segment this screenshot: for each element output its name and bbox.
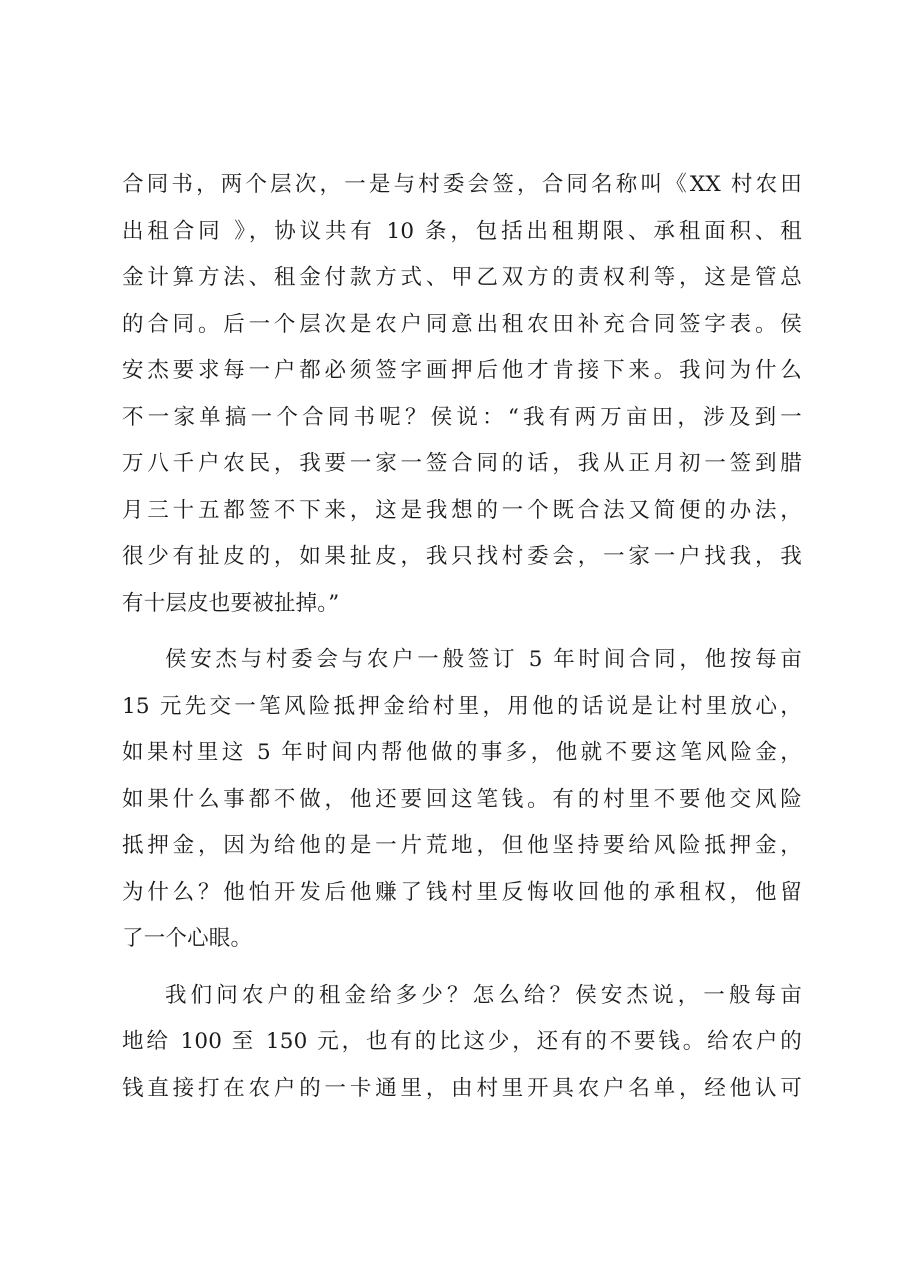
text-line: 我们问农户的租金给多少？怎么给？侯安杰说，一般每亩 bbox=[165, 982, 802, 1008]
paragraph-2 bbox=[122, 637, 802, 963]
text-line: 地给 100 至 150 元，也有的比这少，还有的不要钱。给农户的 bbox=[122, 1029, 802, 1054]
text-line: 月三十五都签不下来，这是我想的一个既合法又简便的办法， bbox=[122, 497, 802, 523]
text-line: 有十层皮也要被扯掉。” bbox=[122, 590, 340, 616]
text-line: 金计算方法、租金付款方式、甲乙双方的责权利等，这是管总 bbox=[122, 265, 802, 290]
paragraph-3 bbox=[122, 973, 802, 1113]
text-line: 15 元先交一笔风险抵押金给村里，用他的话说是让村里放心， bbox=[122, 693, 802, 719]
text-line: 如果村里这 5 年时间内帮他做的事多，他就不要这笔风险金， bbox=[122, 740, 802, 765]
text-line: 很少有扯皮的，如果扯皮，我只找村委会，一家一户找我，我 bbox=[122, 544, 802, 569]
text-line: 了一个心眼。 bbox=[122, 926, 253, 951]
paragraph-1 bbox=[122, 162, 802, 627]
text-line: 抵押金，因为给他的是一片荒地，但他坚持要给风险抵押金， bbox=[122, 833, 802, 858]
text-line: 万八千户农民，我要一家一签合同的话，我从正月初一签到腊 bbox=[122, 451, 802, 476]
document-page bbox=[122, 162, 802, 1122]
text-line: 合同书，两个层次，一是与村委会签，合同名称叫《XX 村农田 bbox=[122, 172, 802, 197]
text-line: 侯安杰与村委会与农户一般签订 5 年时间合同，他按每亩 bbox=[165, 647, 802, 672]
text-line: 钱直接打在农户的一卡通里，由村里开具农户名单，经他认可 bbox=[122, 1075, 802, 1101]
text-line: 安杰要求每一户都必须签字画押后他才肯接下来。我问为什么 bbox=[122, 358, 802, 383]
text-line: 如果什么事都不做，他还要回这笔钱。有的村里不要他交风险 bbox=[122, 786, 802, 812]
text-line: 不一家单搞一个合同书呢？侯说：“我有两万亩田，涉及到一 bbox=[122, 404, 802, 430]
text-line: 为什么？他怕开发后他赚了钱村里反悔收回他的承租权，他留 bbox=[122, 879, 802, 905]
text-line: 的合同。后一个层次是农户同意出租农田补充合同签字表。侯 bbox=[122, 311, 802, 337]
text-line: 出租合同 》，协议共有 10 条，包括出租期限、承租面积、租 bbox=[122, 218, 802, 244]
